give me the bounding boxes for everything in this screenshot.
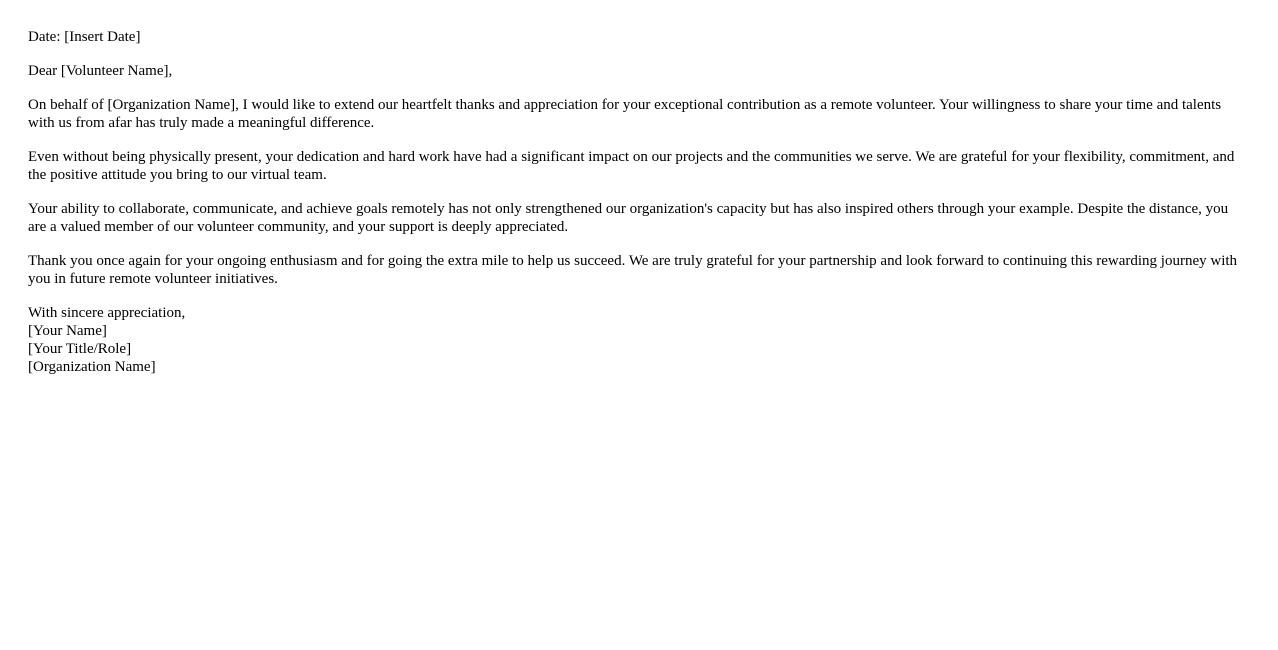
signer-title: [Your Title/Role] xyxy=(28,341,132,357)
letter-paragraph-1: On behalf of [Organization Name], I would like to extend our heartfelt thanks and appreciation for your exceptional contribution as a remote volunteer. Your willingness to share your time and talents with us from afar has truly made a meaningful difference. xyxy=(28,97,1222,131)
letter-date: Date: [Insert Date] xyxy=(28,29,141,45)
letter-salutation: Dear [Volunteer Name], xyxy=(28,63,173,79)
signer-name: [Your Name] xyxy=(28,323,107,339)
letter-closing: With sincere appreciation, xyxy=(28,305,186,321)
letter-paragraph-3: Your ability to collaborate, communicate, and achieve goals remotely has not only strengthened our organization's capacity but has also inspired others through your example. Despite the distance, you are a valued member of our volunteer community, and your support is deeply appreciated. xyxy=(28,201,1229,235)
letter-document xyxy=(28,28,1244,376)
letter-paragraph-4: Thank you once again for your ongoing enthusiasm and for going the extra mile to help us succeed. We are truly grateful for your partnership and look forward to continuing this rewarding journey with you in future remote volunteer initiatives. xyxy=(28,253,1238,287)
letter-paragraph-2: Even without being physically present, your dedication and hard work have had a significant impact on our projects and the communities we serve. We are grateful for your flexibility, commitment, and the positive attitude you bring to our virtual team. xyxy=(28,149,1235,183)
signer-organization: [Organization Name] xyxy=(28,359,156,375)
letter-signature-block xyxy=(28,304,1244,376)
